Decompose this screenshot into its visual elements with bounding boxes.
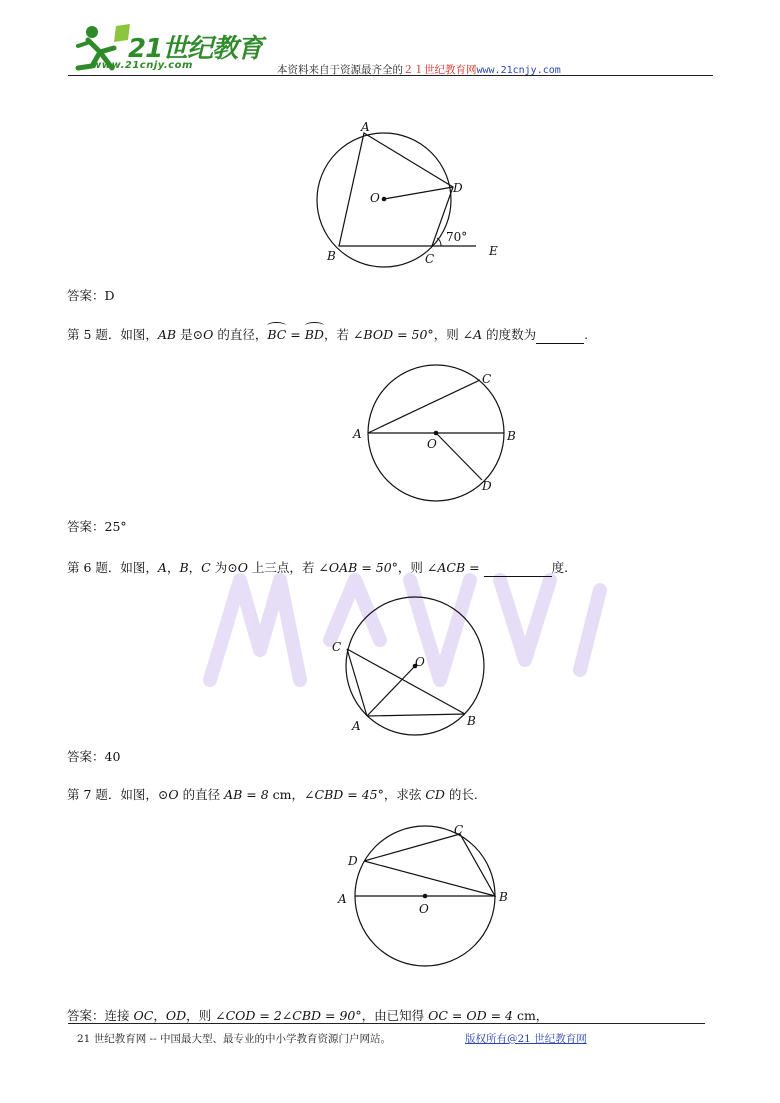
center-point [423,894,428,899]
q5-eq: = [286,327,305,342]
q7-ab-cond: AB = 8 [224,787,269,802]
label-o: O [370,191,380,205]
label-a: A [338,892,347,906]
q6-a: A [157,560,167,575]
label-b: B [499,890,508,904]
q6-b: B [179,560,189,575]
answer-q6 [67,749,120,765]
label-o: O [415,655,425,669]
angle-label: 70° [446,230,468,244]
figure-q7 [330,820,520,1000]
answer-label: 答案： [67,288,105,303]
label-e: E [489,244,498,258]
label-d: D [453,181,463,195]
q5-angle-cond: ∠BOD = 50° [352,327,434,342]
a7-eq1: ∠COD = 2∠CBD = 90° [215,1008,362,1023]
q5-circle-o: ⊙O [192,327,214,342]
a7-od: OD [165,1008,187,1023]
label-d: D [482,479,492,493]
q6-circle-o: ⊙O [227,560,248,575]
segment-od [436,433,482,480]
q5-end: . [584,327,589,342]
center-point [434,431,439,436]
header-prefix: 本资料来自于资源最齐全的 [277,64,403,76]
q6-angle-cond: ∠OAB = 50° [318,560,398,575]
answer-label: 答案： [67,519,105,534]
answer-q4 [67,288,115,304]
q5-prefix: 第 5 题．如图， [67,327,158,342]
chord-ab [367,714,465,716]
q7-prefix: 第 7 题．如图， [67,787,158,802]
header-divider [68,75,713,76]
answer-value: D [104,288,115,303]
label-b: B [327,249,336,263]
answer-value: 40 [104,749,121,764]
q5-angle-a: ∠A [462,327,483,342]
answer-blank[interactable] [536,327,584,344]
q7-cd: CD [425,787,445,802]
q5-is: 是 [176,327,193,342]
q7-ask: ，求弦 [383,787,426,802]
triangle-dcb [364,834,495,896]
label-b: B [507,429,516,443]
q6-angle-acb: ∠ACB = [426,560,484,575]
label-c: C [332,640,342,654]
a7-t4: ，由已知得 [361,1008,429,1023]
q7-angle-cond: ∠CBD = 45° [304,787,384,802]
label-b: B [467,714,476,728]
q7-sep: ， [291,787,305,802]
a7-oc: OC [133,1008,154,1023]
label-d: D [348,854,358,868]
footer-copyright-link[interactable]: 版权所有@21 世纪教育网 [465,1033,587,1045]
question-5 [67,327,588,344]
label-c: C [425,252,435,266]
q7-ask-end: 的长. [444,787,478,802]
figure-q6 [325,595,495,740]
q6-comma2: ， [188,560,202,575]
a7-t5: cm， [512,1008,549,1023]
label-a: A [353,427,362,441]
q6-comma1: ， [166,560,180,575]
label-a: A [361,120,370,134]
header-url-link[interactable]: www.21cnjy.com [476,65,561,76]
q5-arc-bc: BC [267,327,287,342]
answer-q7 [67,1008,548,1024]
q7-unit: cm [268,787,292,802]
label-o: O [419,902,429,916]
label-o: O [427,437,437,451]
logo-text: 21世纪教育 [128,34,263,64]
segment-od [384,187,453,199]
a7-eq2: OC = OD = 4 [428,1008,513,1023]
q5-arc-bd: BD [304,327,324,342]
a7-t3: ，则 [186,1008,216,1023]
label-c: C [454,823,464,837]
figure-q5 [345,362,525,507]
logo-url: www.21cnjy.com [92,60,193,71]
a7-t2: ， [153,1008,166,1023]
q5-then: ，则 [433,327,463,342]
label-a: A [352,719,361,733]
q5-diameter: 的直径， [213,327,268,342]
figure-q4 [300,115,520,275]
q6-unit: 度. [551,560,569,575]
answer-q5 [67,519,127,535]
chord-cb [347,649,465,714]
a7-t1: 连接 [104,1008,134,1023]
q6-prefix: 第 6 题．如图， [67,560,158,575]
answer-label: 答案： [67,749,105,764]
footer-text: 21 世纪教育网 -- 中国最大型、最专业的中小学教育资源门户网站。 [77,1033,391,1045]
q5-ask: 的度数为 [482,327,537,342]
q6-three-points: 上三点，若 [247,560,319,575]
header-site-name: ２１世纪教育网 [403,64,477,76]
q6-is: 为 [210,560,228,575]
label-c: C [482,372,492,386]
q7-diameter: 的直径 [178,787,225,802]
answer-blank[interactable] [484,560,552,577]
center-point [382,197,387,202]
q6-then: ，则 [397,560,427,575]
q7-circle-o: ⊙O [157,787,179,802]
question-6 [67,560,568,577]
question-7 [67,787,478,803]
q6-c: C [201,560,211,575]
footer-divider [68,1023,705,1024]
answer-value: 25° [104,519,127,534]
answer-label: 答案： [67,1008,105,1023]
q5-if: ，若 [323,327,353,342]
logo [70,22,270,74]
q5-ab: AB [157,327,177,342]
chord-ca [347,649,367,716]
